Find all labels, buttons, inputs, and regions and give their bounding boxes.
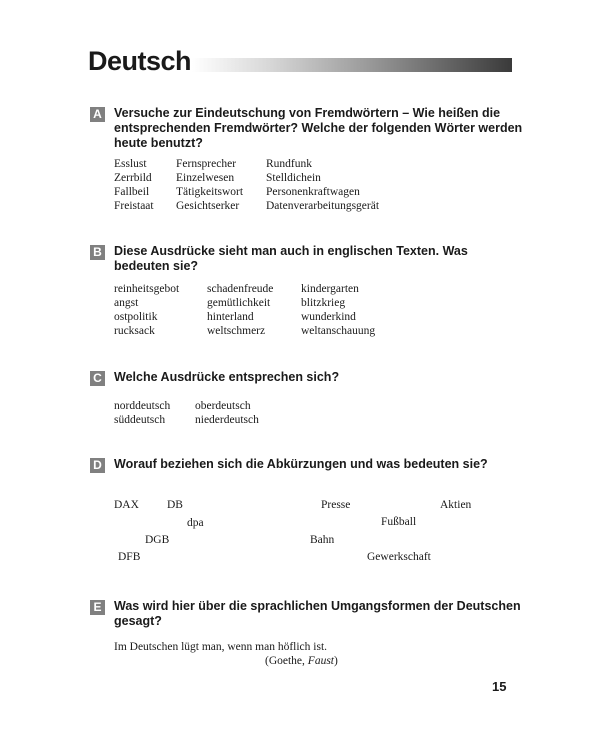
word-column-3 [266,157,379,213]
word: Fernsprecher [176,158,237,170]
word: hinterland [207,311,254,323]
word: Esslust [114,158,147,170]
word-column-1 [114,282,179,338]
word: norddeutsch [114,400,171,412]
word-column-2 [207,282,273,338]
abbreviation-db: DB [167,499,183,511]
section-b-question: Diese Ausdrücke sieht man auch in englischen Texten. Was bedeuten sie? [114,244,468,273]
word: rucksack [114,325,155,337]
word: süddeutsch [114,414,166,426]
source-work: Faust [307,655,334,667]
word: blitzkrieg [301,297,346,309]
abbreviation-dfb: DFB [118,551,141,563]
goethe-quote: Im Deutschen lügt man, wenn man höflich ist. [114,641,328,653]
source-suffix: ) [334,655,338,667]
word: ostpolitik [114,311,158,323]
word: weltschmerz [207,325,266,337]
word: oberdeutsch [195,400,251,412]
word: angst [114,297,139,309]
section-d-question: Worauf beziehen sich die Abkürzungen und was bedeuten sie? [114,457,488,471]
section-badge-d: D [90,458,105,473]
word: gemütlichkeit [207,297,271,309]
word: kindergarten [301,283,359,295]
word: Datenverarbeitungsgerät [266,200,380,212]
word: Tätigkeitswort [176,186,244,198]
section-c-question: Welche Ausdrücke entsprechen sich? [114,370,340,384]
word: Fallbeil [114,186,150,198]
page-title: Deutsch [88,46,192,76]
title-gradient-bar [192,58,512,72]
source-prefix: (Goethe, [265,655,308,667]
word-column-3 [301,282,375,338]
word: schadenfreude [207,283,274,295]
word: Freistaat [114,200,154,212]
quote-source [265,655,338,667]
page-header [88,46,512,82]
abbreviation-dax: DAX [114,499,139,511]
section-a-question: Versuche zur Eindeutschung von Fremdwörtern – Wie heißen die entsprechenden Fremdwörter? Welche der folgenden Wörter werden heute benutzt? [114,106,523,150]
meaning-presse: Presse [321,499,351,511]
page-number: 15 [492,679,507,694]
abbreviation-dgb: DGB [145,534,170,546]
word: Einzelwesen [176,172,235,184]
meaning-aktien: Aktien [440,499,472,511]
word: Rundfunk [266,158,312,170]
section-badge-c: C [90,371,105,386]
word: wunderkind [301,311,356,323]
word-column-1 [114,157,154,213]
word: niederdeutsch [195,414,259,426]
section-badge-e: E [90,600,105,615]
word: Gesichtserker [176,200,240,212]
word: reinheitsgebot [114,283,180,295]
section-badge-a: A [90,107,105,122]
abbreviation-dpa: dpa [187,517,204,529]
word: Zerrbild [114,172,152,184]
section-e-question: Was wird hier über die sprachlichen Umgangsformen der Deutschen gesagt? [114,599,521,628]
meaning-gewerkschaft: Gewerkschaft [367,551,431,563]
word: weltanschauung [301,325,376,337]
section-badge-b: B [90,245,105,260]
word-column-1 [114,399,170,427]
word-column-2 [195,399,259,427]
meaning-fussball: Fußball [381,516,417,528]
word: Personenkraftwagen [266,186,360,198]
word: Stelldichein [266,172,321,184]
word-column-2 [176,157,243,213]
meaning-bahn: Bahn [310,534,335,546]
